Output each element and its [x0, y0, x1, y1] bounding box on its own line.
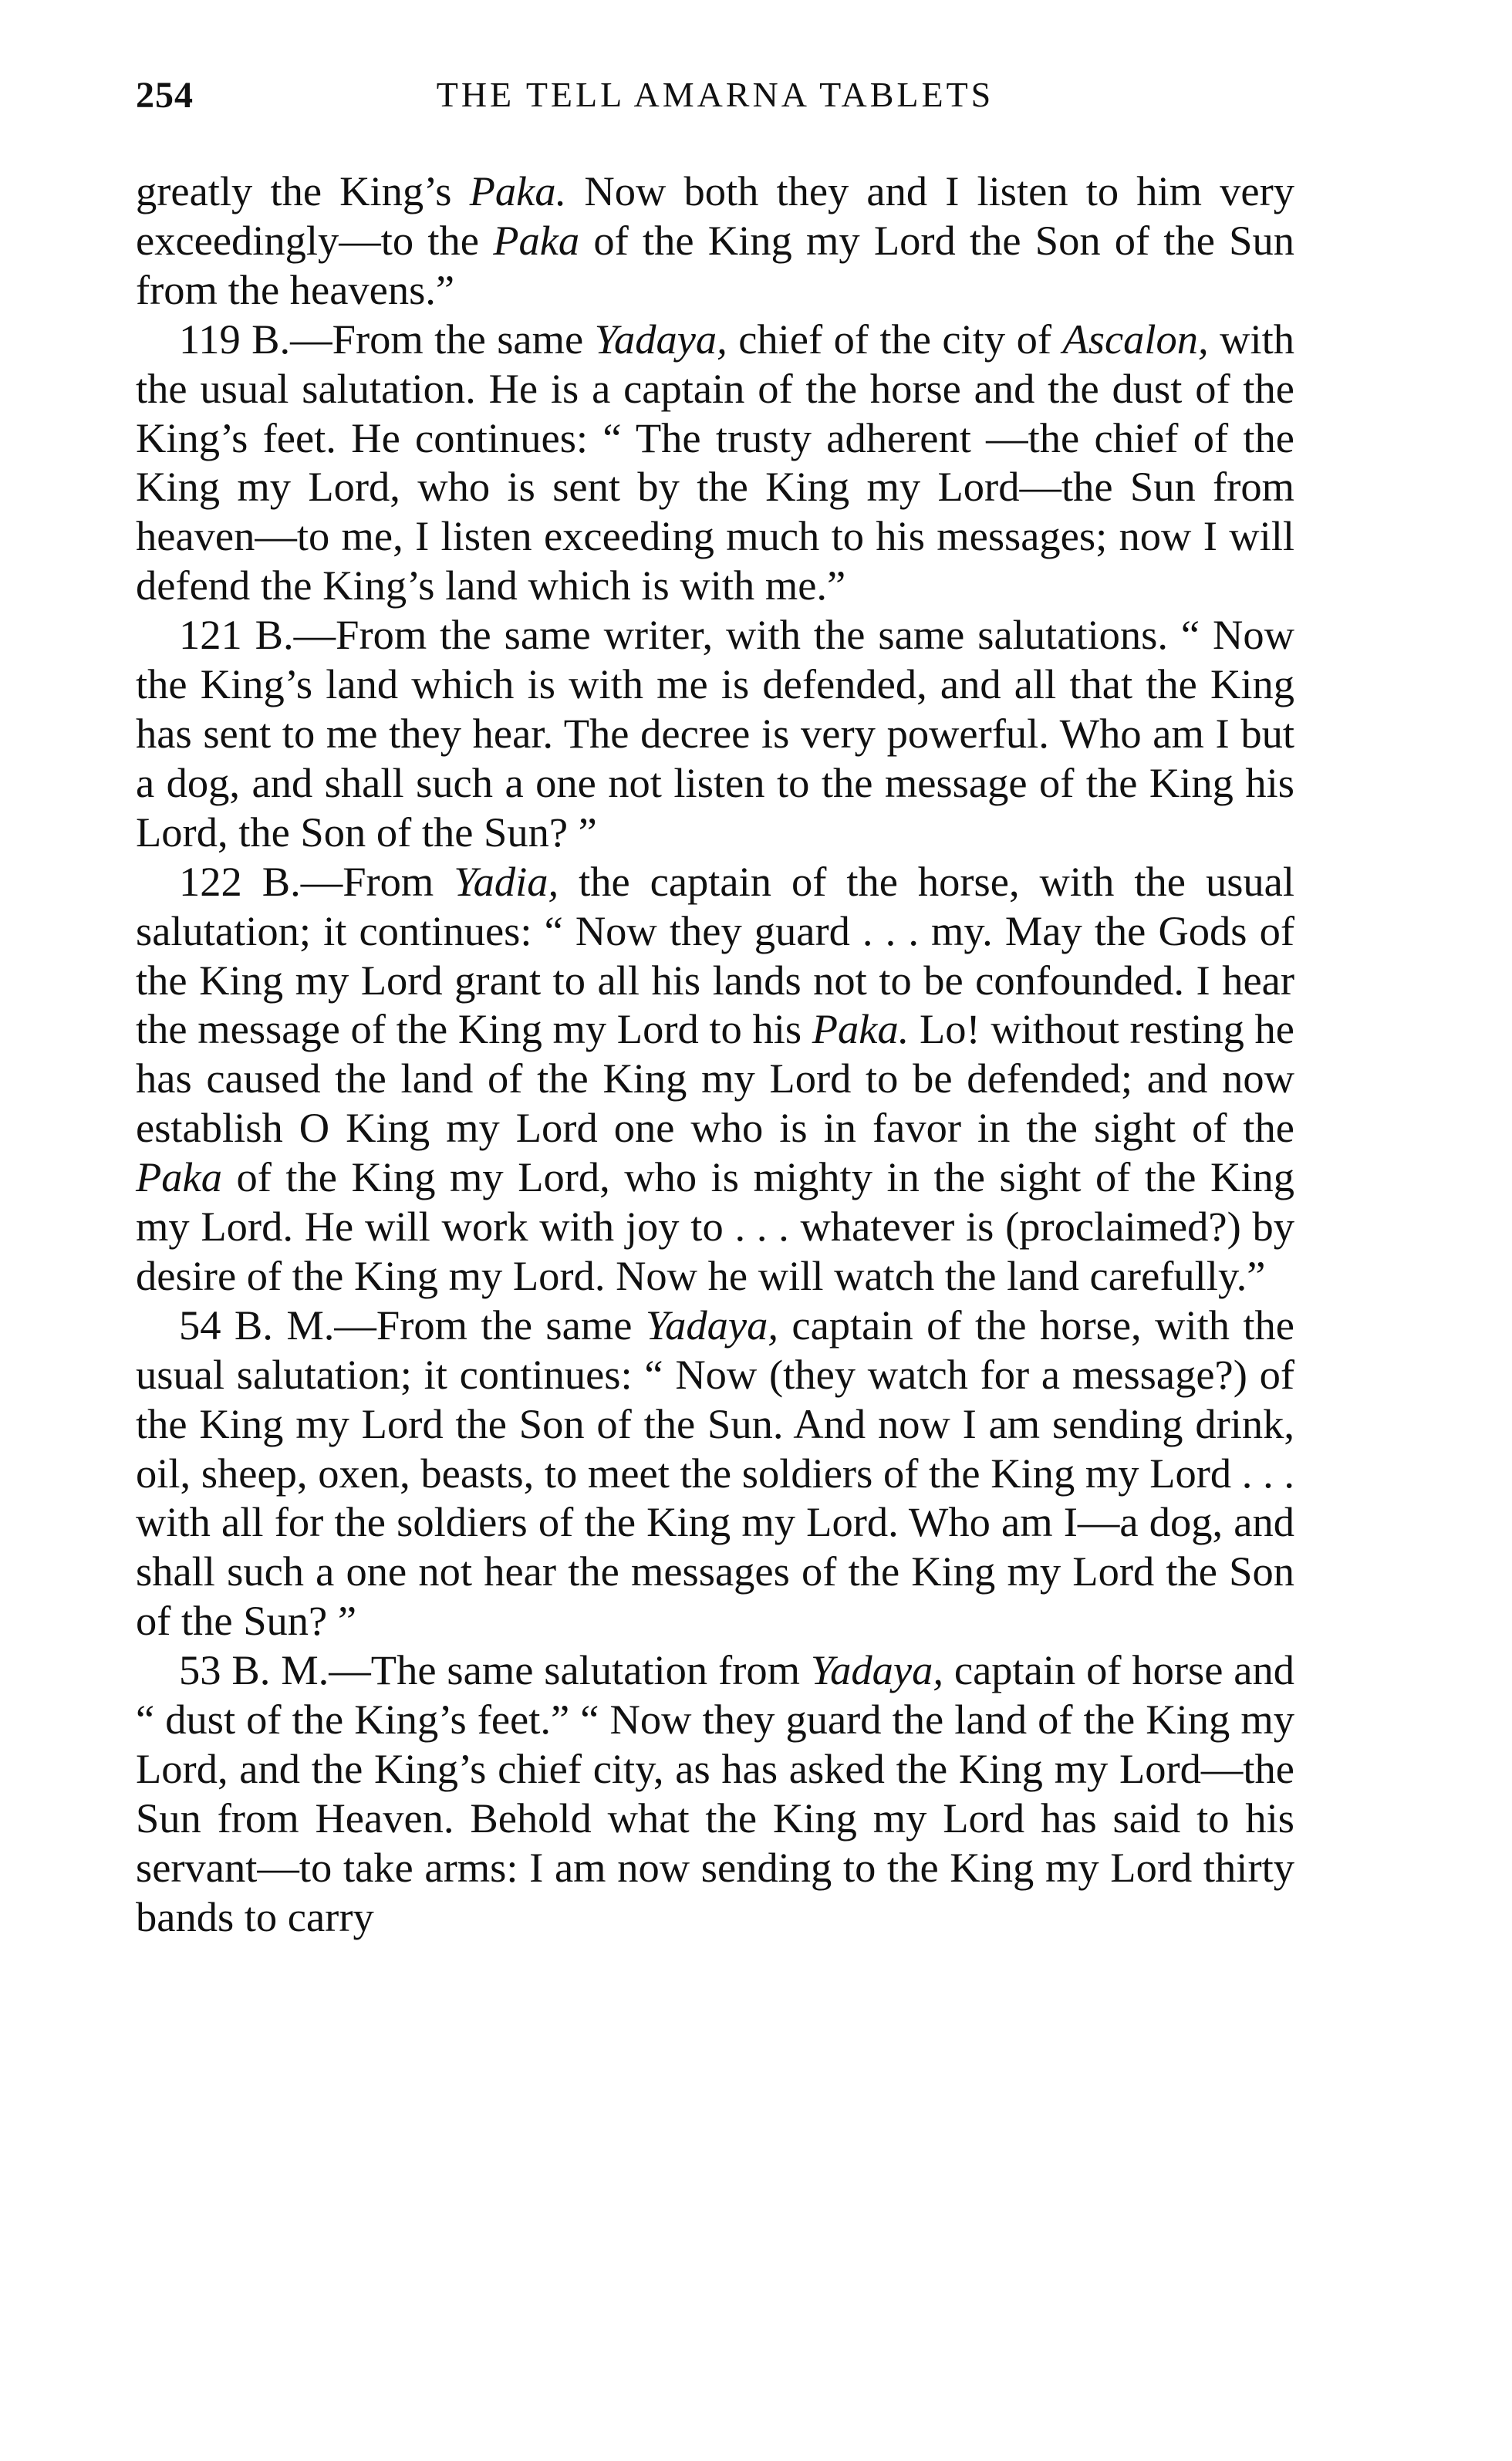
paragraph	[136, 857, 1294, 1301]
paragraph	[136, 610, 1294, 857]
italic-text: Yadaya,	[810, 1646, 943, 1694]
italic-text: Paka.	[812, 1005, 910, 1053]
paragraph	[136, 315, 1294, 610]
text-run: 122 B.—From	[179, 857, 454, 905]
page-header	[136, 74, 1294, 136]
text-run: chief of the city of	[727, 315, 1063, 363]
italic-text: Yadia,	[454, 857, 559, 905]
text-run: 119 B.—From the same	[179, 315, 595, 363]
text-run: of the King my Lord, who is mighty in the sight of the King my Lord. He will work with joy to . . . whatever is (proclaimed?) by desire of the King my Lord. Now he will watch the land carefully.”	[136, 1153, 1294, 1299]
text-run: with the usual salutation. He is a captain of the horse and the dust of the King’s feet. He continues: “ The trusty adherent —the chief of the King my Lord, who is sent by the King my Lord—the Sun from heaven—to me, I listen exceeding much to his messages; now I will defend the King’s land which is with me.”	[136, 315, 1294, 609]
italic-text: Yadaya,	[594, 315, 727, 363]
paragraph	[136, 1646, 1294, 1941]
paragraph	[136, 1301, 1294, 1646]
body-text	[136, 167, 1294, 1942]
text-run: the captain of the horse, with the usual salutation; it continues: “ Now they guard . . . my. May the Gods of the King my Lord grant to all his lands not to be confounded. I hear the message of the King my Lord to his	[136, 857, 1294, 1053]
italic-text: Paka.	[469, 167, 567, 214]
text-run: 53 B. M.—The same salutation from	[179, 1646, 811, 1694]
text-run: Now both they and I listen to him very exceedingly—to the	[136, 167, 1294, 264]
text-run: greatly the King’s	[136, 167, 470, 214]
text-run: of the King my Lord the Son of the Sun from the heavens.”	[136, 216, 1294, 313]
text-run: 54 B. M.—From the same	[179, 1301, 646, 1349]
italic-text: Paka	[136, 1153, 222, 1201]
text-run: captain of horse and “ dust of the King’s feet.” “ Now they guard the land of the King my Lord, and the King’s chief city, as has asked the King my Lord—the Sun from Heaven. Behold what the King my Lord has said to his servant—to take arms: I am now sending to the King my Lord thirty bands to carry	[136, 1646, 1294, 1940]
italic-text: Paka	[493, 216, 580, 264]
italic-text: Ascalon,	[1062, 315, 1209, 363]
text-run: 121 B.—From the same writer, with the same salutations. “ Now the King’s land which is with me is defended, and all that the King has sent to me they hear. The decree is very powerful. Who am I but a dog, and shall such a one not listen to the message of the King his Lord, the Son of the Sun? ”	[136, 611, 1294, 856]
running-title: THE TELL AMARNA TABLETS	[436, 75, 994, 114]
italic-text: Yadaya,	[645, 1301, 778, 1349]
page-number: 254	[136, 75, 194, 116]
text-run: Lo! without resting he has caused the land of the King my Lord to be defended; and now establish O King my Lord one who is in favor in the sight of the	[136, 1005, 1294, 1152]
paragraph	[136, 167, 1294, 315]
text-run: captain of the horse, with the usual salutation; it continues: “ Now (they watch for a message?) of the King my Lord the Son of the Sun. And now I am sending drink, oil, sheep, oxen, beasts, to meet the soldiers of the King my Lord . . . with all for the soldiers of the King my Lord. Who am I—a dog, and shall such a one not hear the messages of the King my Lord the Son of the Sun? ”	[136, 1301, 1294, 1645]
